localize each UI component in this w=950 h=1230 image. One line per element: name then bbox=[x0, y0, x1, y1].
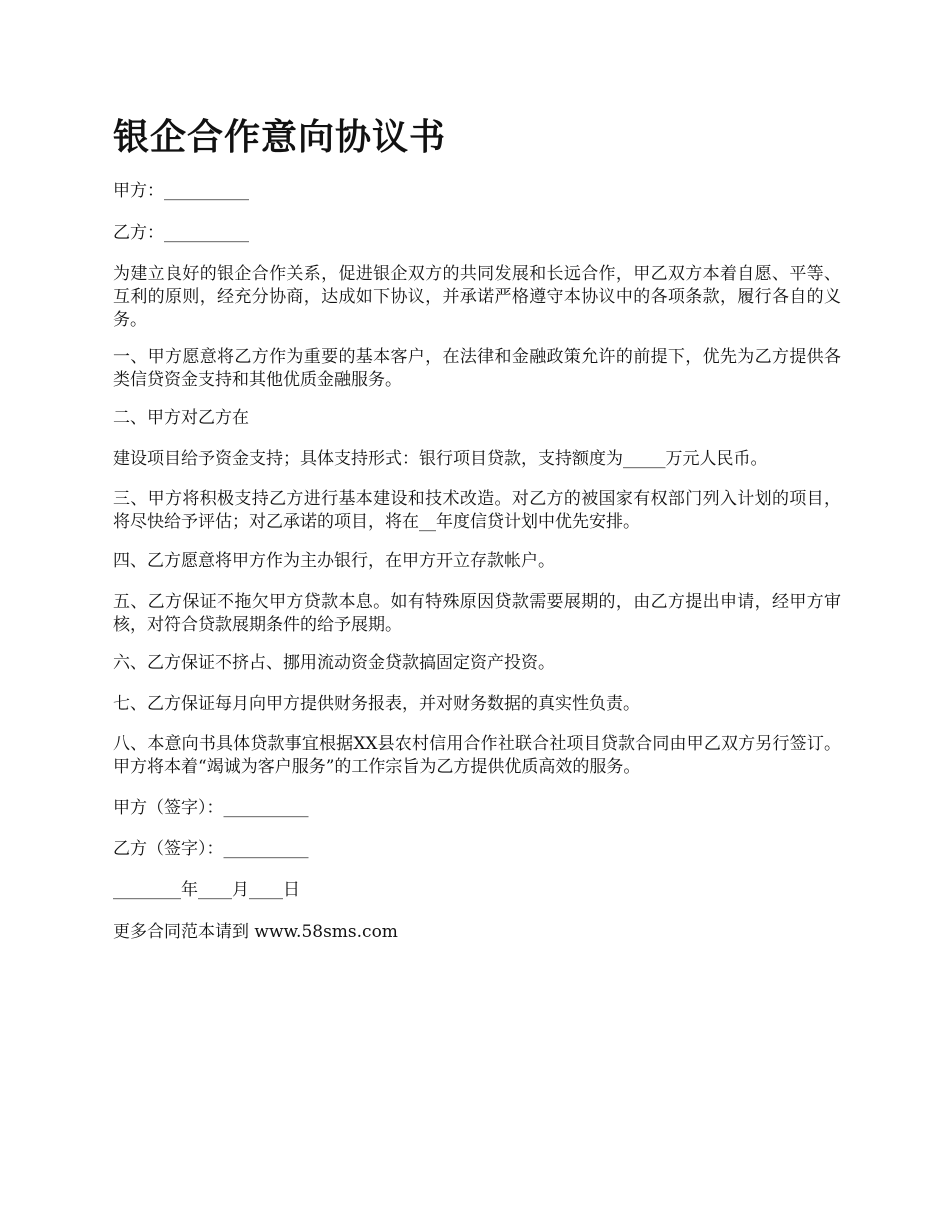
clause-7: 七、乙方保证每月向甲方提供财务报表，并对财务数据的真实性负责。 bbox=[113, 694, 640, 714]
party-b-signature: 乙方（签字）：__________ bbox=[113, 839, 309, 859]
party-a-signature: 甲方（签字）：__________ bbox=[113, 798, 309, 818]
document-title: 银企合作意向协议书 bbox=[113, 116, 447, 158]
clause-3: 三、甲方将积极支持乙方进行基本建设和技术改造。对乙方的被国家有权部门列入计划的项目，将尽快给予评估；对乙承诺的项目，将在__年度信贷计划中优先安排。 bbox=[113, 489, 841, 532]
clause-5: 五、乙方保证不拖欠甲方贷款本息。如有特殊原因贷款需要展期的，由乙方提出申请，经甲方审核，对符合贷款展期条件的给予展期。 bbox=[113, 592, 841, 635]
footer-note: 更多合同范本请到 www.58sms.com bbox=[113, 922, 398, 942]
clause-8: 八、本意向书具体贷款事宜根据XX县农村信用合作社联合社项目贷款合同由甲乙双方另行签订。甲方将本着“竭诚为客户服务”的工作宗旨为乙方提供优质高效的服务。 bbox=[113, 734, 841, 777]
clause-2-heading: 二、甲方对乙方在 bbox=[113, 408, 249, 428]
clause-4: 四、乙方愿意将甲方作为主办银行，在甲方开立存款帐户。 bbox=[113, 551, 555, 571]
intro-paragraph: 为建立良好的银企合作关系，促进银企双方的共同发展和长远合作，甲乙双方本着自愿、平等、互利的原则，经充分协商，达成如下协议，并承诺严格遵守本协议中的各项条款，履行各自的义务。 bbox=[113, 264, 841, 330]
clause-2-body: 建设项目给予资金支持；具体支持形式：银行项目贷款，支持额度为_____万元人民币。 bbox=[113, 449, 768, 469]
party-a-line: 甲方：__________ bbox=[113, 181, 249, 201]
party-b-line: 乙方：__________ bbox=[113, 223, 249, 243]
date-line: ________年____月____日 bbox=[113, 880, 300, 900]
clause-6: 六、乙方保证不挤占、挪用流动资金贷款搞固定资产投资。 bbox=[113, 653, 555, 673]
clause-1: 一、甲方愿意将乙方作为重要的基本客户，在法律和金融政策允许的前提下，优先为乙方提供各类信贷资金支持和其他优质金融服务。 bbox=[113, 347, 841, 390]
